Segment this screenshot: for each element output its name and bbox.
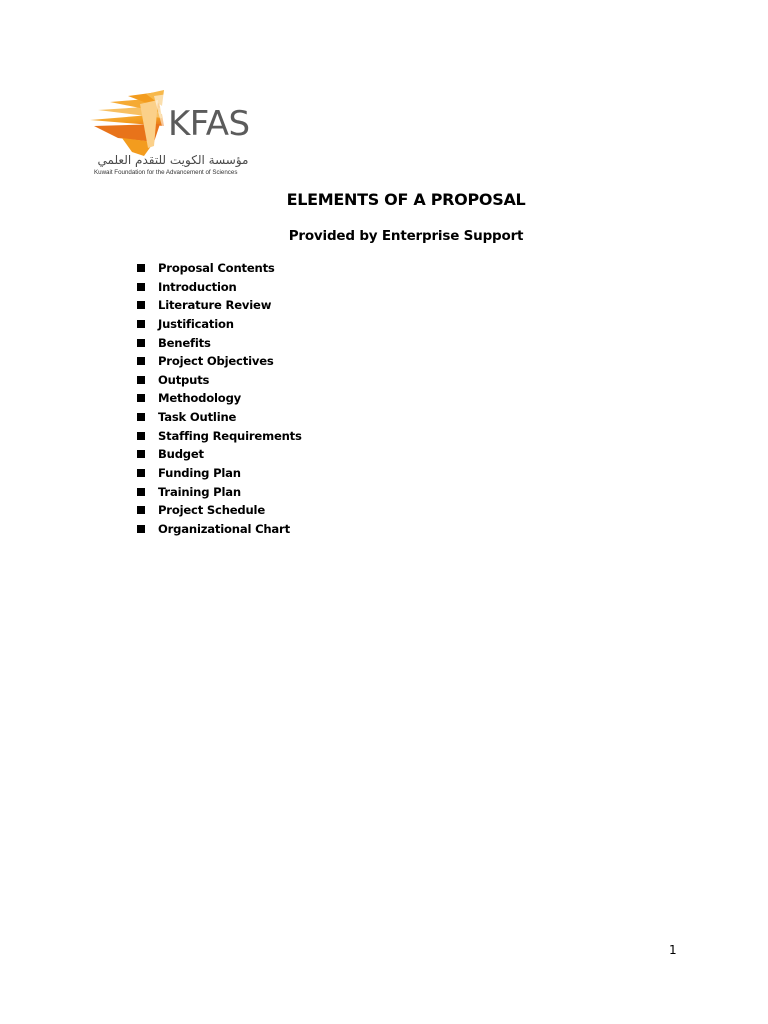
kfas-logo — [88, 90, 260, 182]
document-title: ELEMENTS OF A PROPOSAL — [286, 190, 526, 209]
logo-wordmark: KFAS — [168, 104, 250, 144]
list-item-label: Literature Review — [158, 298, 272, 313]
list-item-label: Project Schedule — [158, 503, 265, 518]
list-item — [136, 483, 302, 502]
proposal-elements-list — [136, 259, 302, 539]
list-item-label: Outputs — [158, 372, 210, 387]
list-item-label: Justification — [158, 316, 234, 331]
list-item-label: Staffing Requirements — [158, 428, 302, 443]
document-subtitle: Provided by Enterprise Support — [288, 228, 524, 244]
list-item-label: Project Objectives — [158, 354, 274, 369]
square-bullet-icon — [137, 339, 145, 347]
square-bullet-icon — [137, 301, 145, 309]
list-item — [136, 464, 302, 483]
square-bullet-icon — [137, 432, 145, 440]
square-bullet-icon — [137, 376, 145, 384]
list-item-label: Training Plan — [158, 484, 241, 499]
logo-english-name: Kuwait Foundation for the Advancement of Sciences — [94, 169, 238, 176]
square-bullet-icon — [137, 283, 145, 291]
list-item — [136, 259, 302, 278]
list-item-label: Methodology — [158, 391, 242, 406]
page-number: 1 — [669, 943, 677, 957]
square-bullet-icon — [137, 394, 145, 402]
square-bullet-icon — [137, 320, 145, 328]
square-bullet-icon — [137, 357, 145, 365]
list-item-label: Task Outline — [158, 410, 237, 425]
list-item — [136, 296, 302, 315]
square-bullet-icon — [137, 264, 145, 272]
list-item — [136, 501, 302, 520]
list-item — [136, 389, 302, 408]
square-bullet-icon — [137, 469, 145, 477]
square-bullet-icon — [137, 488, 145, 496]
list-item-label: Benefits — [158, 335, 211, 350]
list-item — [136, 408, 302, 427]
list-item — [136, 352, 302, 371]
list-item — [136, 278, 302, 297]
square-bullet-icon — [137, 506, 145, 514]
square-bullet-icon — [137, 450, 145, 458]
list-item-label: Budget — [158, 447, 204, 462]
square-bullet-icon — [137, 525, 145, 533]
list-item — [136, 315, 302, 334]
list-item-label: Organizational Chart — [158, 521, 290, 536]
list-item-label: Funding Plan — [158, 466, 241, 481]
list-item — [136, 334, 302, 353]
list-item — [136, 445, 302, 464]
list-item-label: Proposal Contents — [158, 261, 275, 275]
square-bullet-icon — [137, 413, 145, 421]
logo-arabic-name: مؤسسة الكويت للتقدم العلمي — [97, 153, 249, 167]
list-item — [136, 427, 302, 446]
list-item — [136, 520, 302, 539]
list-item — [136, 371, 302, 390]
list-item-label: Introduction — [158, 279, 237, 294]
